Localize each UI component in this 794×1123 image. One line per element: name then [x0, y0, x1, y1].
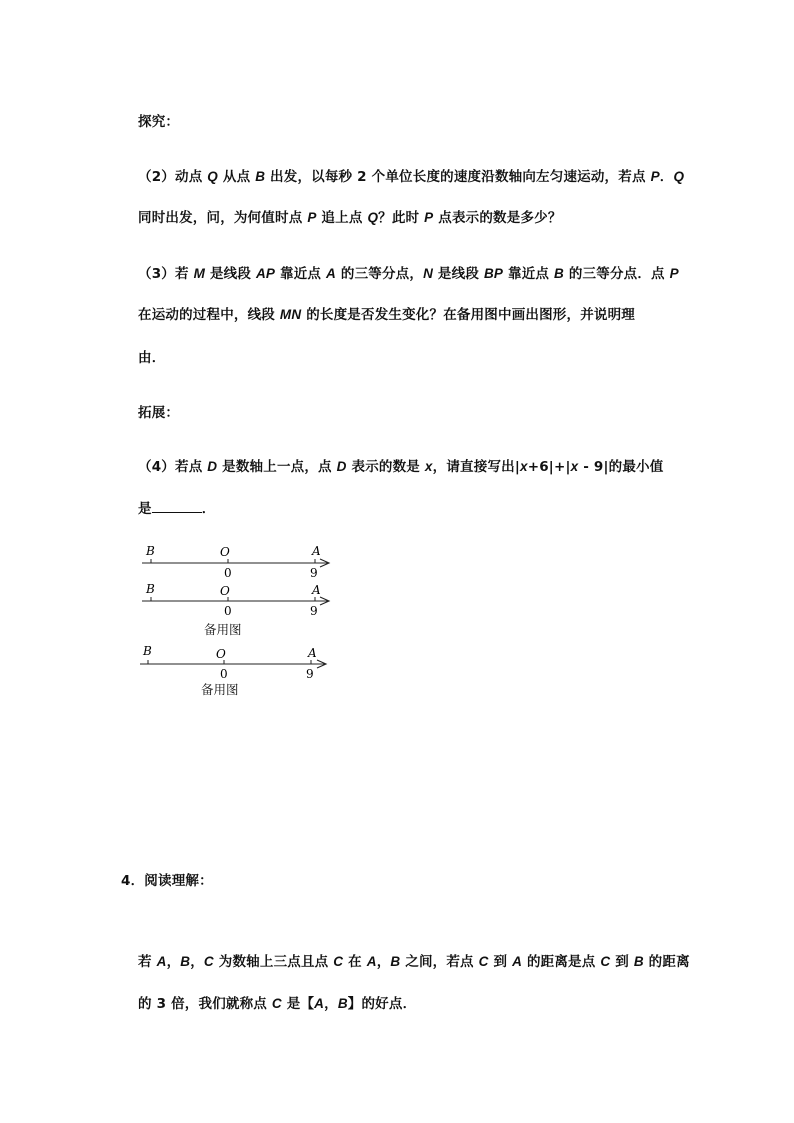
tick-label-0: 0: [220, 667, 228, 681]
problem-4-heading: 4．阅读理解：: [121, 873, 213, 889]
tick-label-9: 9: [310, 566, 318, 580]
q4-line-2: 是 ．: [138, 501, 216, 517]
point-label-b: B: [143, 644, 152, 658]
point-label-a: A: [312, 544, 321, 558]
point-label-a: A: [312, 583, 321, 597]
point-label-b: B: [146, 582, 155, 596]
figure-caption-backup-2: 备用图: [201, 682, 239, 697]
q2-line-2: 同时出发，问，为何值时点 P 追上点 Q？此时 P 点表示的数是多少？: [138, 210, 562, 226]
point-label-o: O: [216, 647, 226, 661]
tick-label-0: 0: [224, 566, 232, 580]
section-label-extend: 拓展：: [138, 405, 180, 421]
section-label-explore: 探究：: [138, 114, 180, 130]
point-label-b: B: [146, 544, 155, 558]
problem-4-line-1: 若 A，B，C 为数轴上三点且点 C 在 A，B 之间，若点 C 到 A 的距离是点 C 到 B 的距离: [138, 954, 690, 970]
q4-line-1: （4）若点 D 是数轴上一点，点 D 表示的数是 x，请直接写出|x+6|+|x - 9|的最小值: [138, 459, 664, 475]
number-line-2: [138, 582, 338, 622]
point-label-a: A: [308, 646, 317, 660]
problem-4-line-2: 的 3 倍，我们就称点 C 是【A，B】的好点．: [138, 996, 417, 1012]
q2-line-1: （2）动点 Q 从点 B 出发，以每秒 2 个单位长度的速度沿数轴向左匀速运动，若点 P．Q: [138, 169, 685, 185]
figure-caption-backup-1: 备用图: [204, 622, 242, 637]
tick-label-9: 9: [306, 667, 314, 681]
tick-label-0: 0: [224, 604, 232, 618]
answer-blank[interactable]: [152, 500, 202, 513]
number-line-3: [138, 644, 338, 684]
point-label-o: O: [220, 584, 230, 598]
number-line-1: [138, 543, 338, 583]
point-label-o: O: [220, 545, 230, 559]
tick-label-9: 9: [310, 604, 318, 618]
q3-line-3: 由．: [138, 350, 166, 366]
q3-line-1: （3）若 M 是线段 AP 靠近点 A 的三等分点，N 是线段 BP 靠近点 B 的三等分点．点 P: [138, 266, 679, 282]
q3-line-2: 在运动的过程中，线段 MN 的长度是否发生变化？在备用图中画出图形，并说明理: [138, 307, 636, 323]
